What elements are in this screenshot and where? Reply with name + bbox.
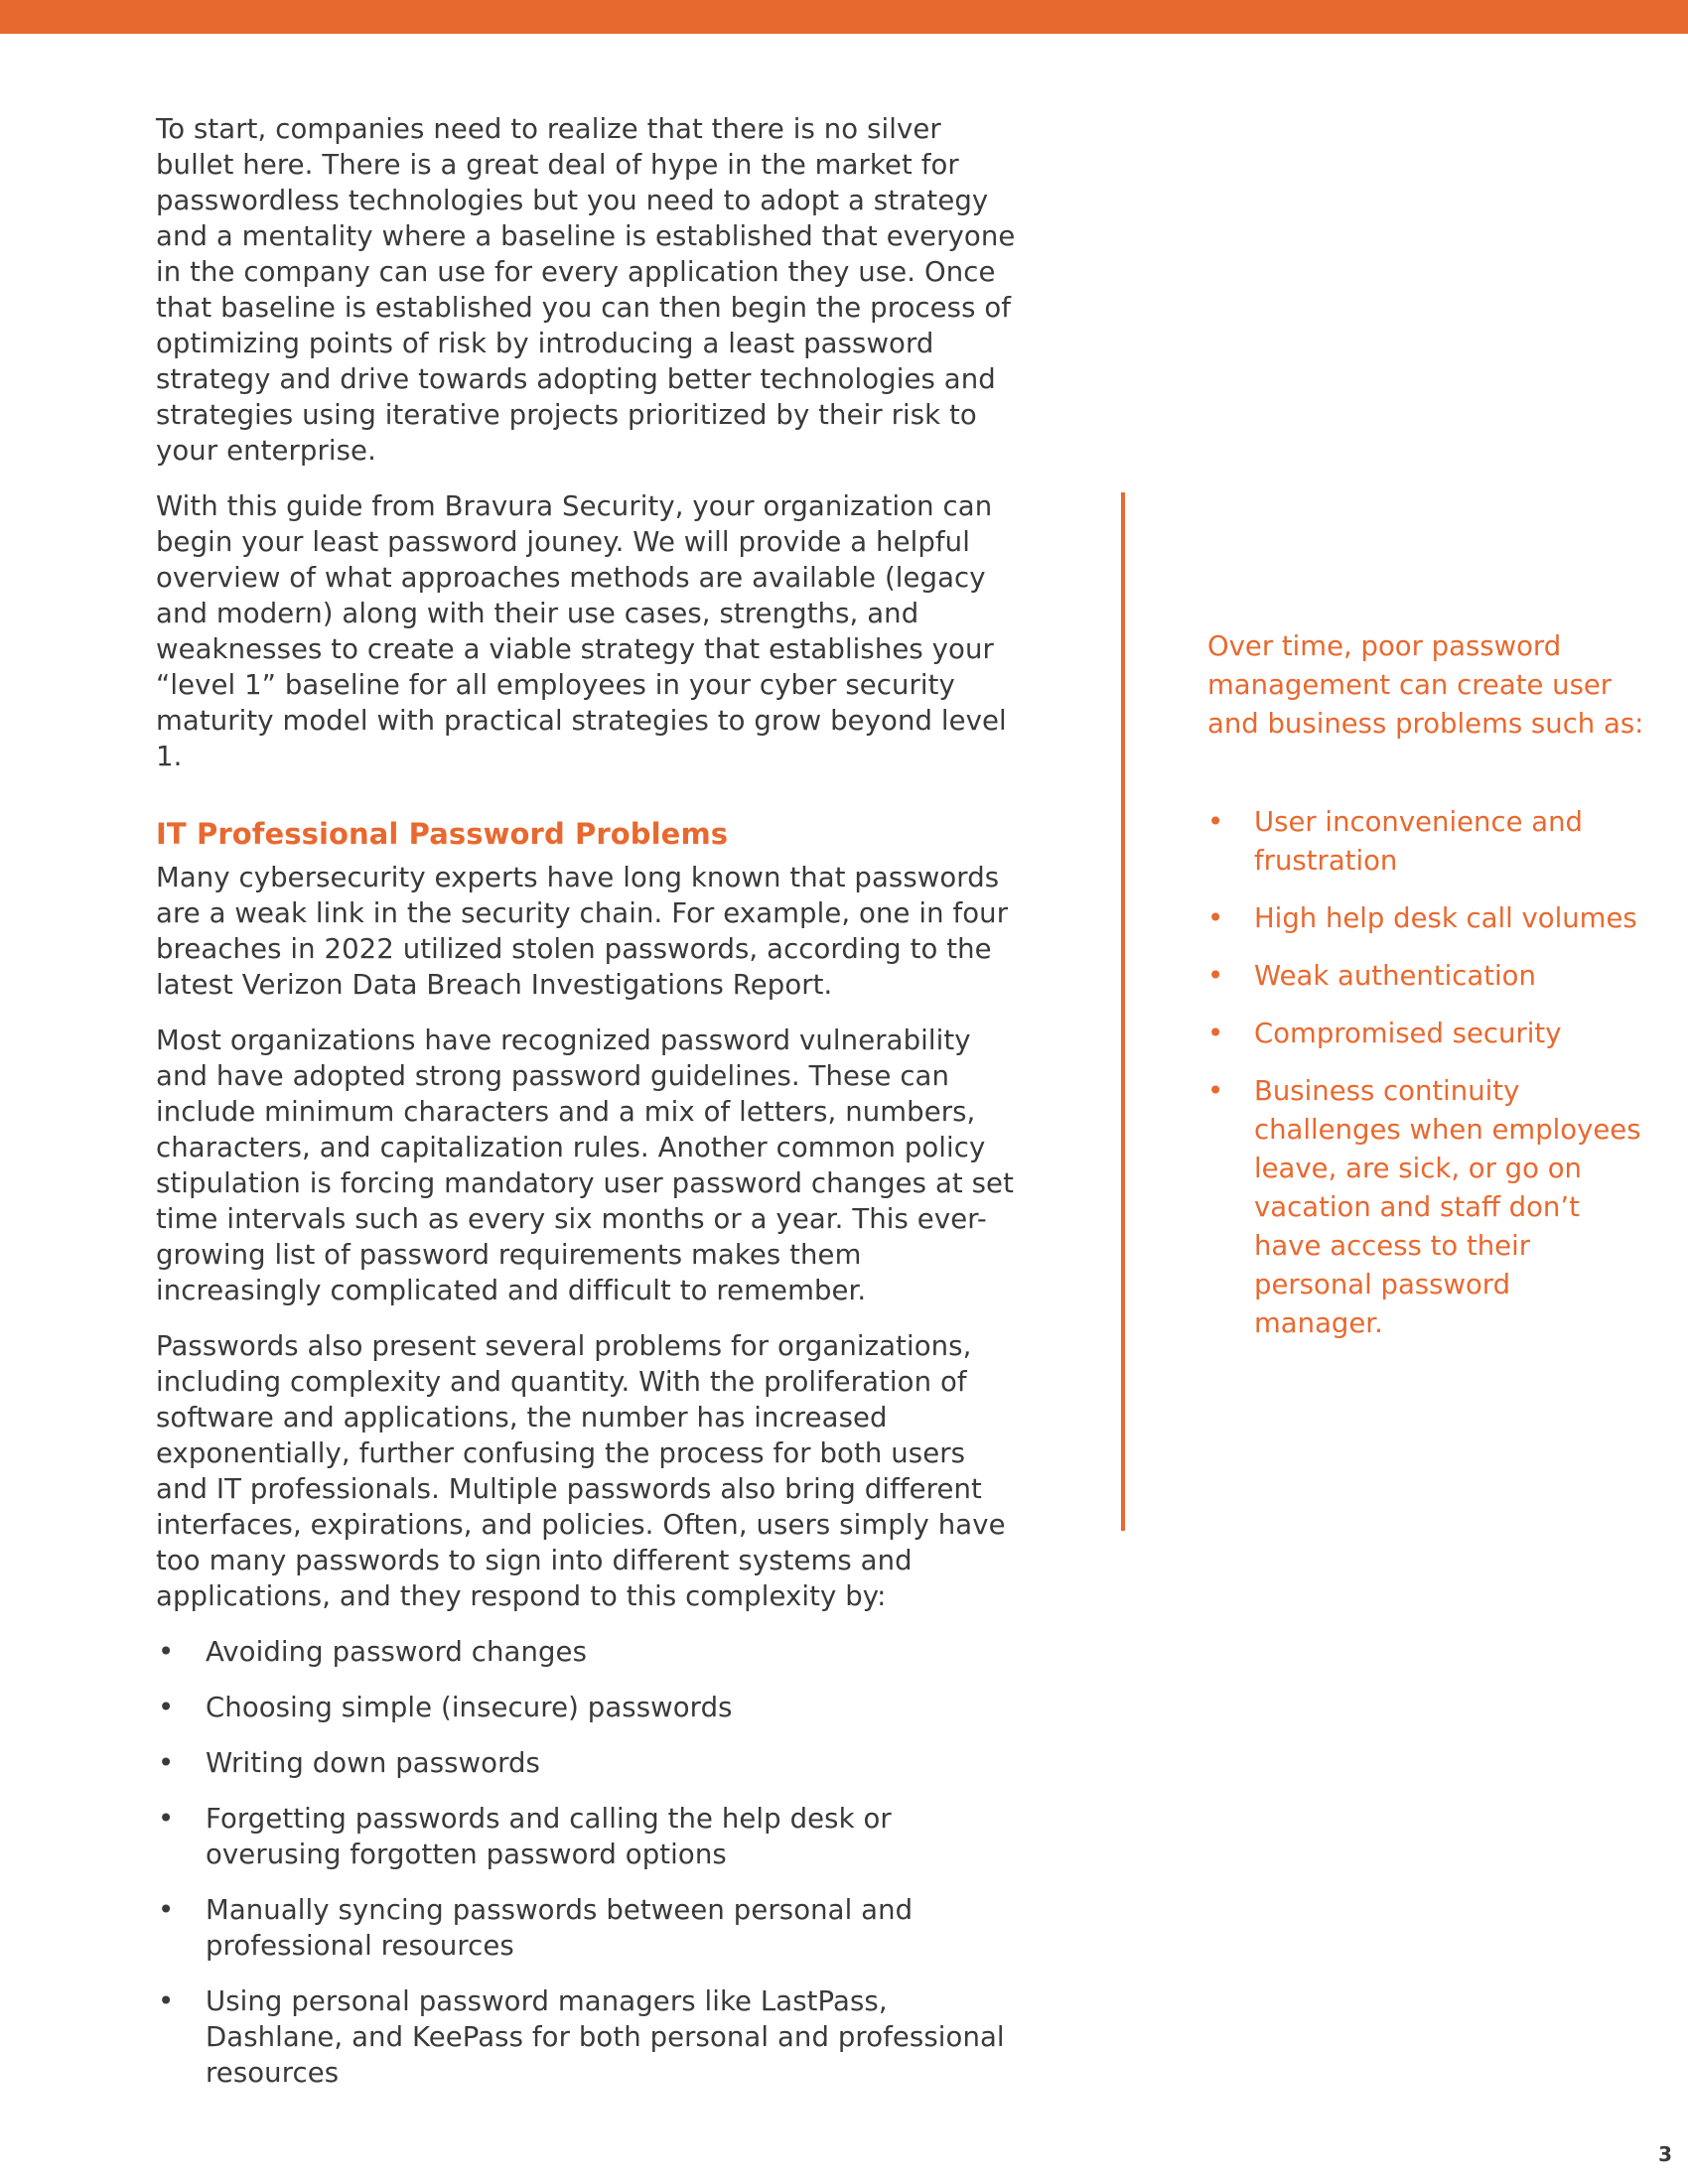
list-item	[1207, 1072, 1644, 1343]
list-item	[156, 1983, 1020, 2091]
list-item-text: Forgetting passwords and calling the help desk or overusing forgotten password options	[206, 1803, 892, 1870]
list-item-text: Writing down passwords	[206, 1747, 540, 1779]
sidebar-bullet-list	[1207, 803, 1644, 1343]
list-item-text: High help desk call volumes	[1254, 902, 1637, 934]
bullet-icon: •	[1207, 1018, 1224, 1049]
list-item-text: Business continuity challenges when employees leave, are sick, or go on vacation and staff don’t have access to their personal password manager.	[1254, 1075, 1641, 1339]
section-paragraph-2: Most organizations have recognized password vulnerability and have adopted strong password guidelines. These can include minimum characters and a mix of letters, numbers, characters, and capitalization rules. Another common policy stipulation is forcing mandatory user password changes at set time intervals such as every six months or a year. This ever-growing list of password requirements makes them increasingly complicated and difficult to remember.	[156, 1024, 1014, 1306]
list-item	[156, 1892, 1020, 1964]
bullet-icon: •	[158, 1636, 175, 1668]
list-item-text: Manually syncing passwords between personal and professional resources	[206, 1894, 914, 1962]
bullet-icon: •	[158, 1894, 175, 1926]
list-item	[1207, 957, 1644, 996]
bullet-icon: •	[158, 1692, 175, 1723]
list-item-text: User inconvenience and frustration	[1254, 806, 1583, 877]
list-item-text: Compromised security	[1254, 1018, 1562, 1049]
list-item	[1207, 899, 1644, 938]
sidebar-intro: Over time, poor password management can create user and business problems such as:	[1207, 630, 1644, 740]
list-item-text: Weak authentication	[1254, 960, 1536, 992]
top-accent-bar	[0, 0, 1688, 34]
section-paragraph-3: Passwords also present several problems for organizations, including complexity and quantity. With the proliferation of software and applications, the number has increased exponentially, further confusing the process for both users and IT professionals. Multiple passwords also bring different interfaces, expirations, and policies. Often, users simply have too many passwords to sign into different systems and applications, and they respond to this complexity by:	[156, 1330, 1006, 1612]
sidebar-callout	[1207, 627, 1644, 1362]
bullet-icon: •	[158, 1747, 175, 1779]
bullet-icon: •	[1207, 806, 1224, 838]
section-heading: IT Professional Password Problems	[156, 817, 729, 851]
list-item	[1207, 803, 1644, 881]
list-item	[156, 1801, 1020, 1872]
list-item-text: Choosing simple (insecure) passwords	[206, 1692, 733, 1723]
bullet-icon: •	[158, 1985, 175, 2017]
list-item-text: Avoiding password changes	[206, 1636, 587, 1668]
response-bullet-list	[156, 1634, 1020, 2091]
sidebar-divider	[1121, 492, 1125, 1531]
list-item	[1207, 1015, 1644, 1053]
main-column	[156, 111, 1020, 2111]
bullet-icon: •	[1207, 960, 1224, 992]
list-item	[156, 1745, 1020, 1781]
section-paragraph-1: Many cybersecurity experts have long known that passwords are a weak link in the security chain. For example, one in four breaches in 2022 utilized stolen passwords, according to the latest Verizon Data Breach Investigations Report.	[156, 862, 1009, 1001]
list-item	[156, 1634, 1020, 1670]
bullet-icon: •	[1207, 1075, 1224, 1107]
intro-paragraph-2: With this guide from Bravura Security, your organization can begin your least password jouney. We will provide a helpful overview of what approaches methods are available (legacy and modern) along with their use cases, strengths, and weaknesses to create a viable strategy that establishes your “level 1” baseline for all employees in your cyber security maturity model with practical strategies to grow beyond level 1.	[156, 490, 1007, 772]
bullet-icon: •	[158, 1803, 175, 1835]
list-item	[156, 1690, 1020, 1725]
page-number: 3	[1658, 2142, 1672, 2166]
list-item-text: Using personal password managers like LastPass, Dashlane, and KeePass for both personal and professional resources	[206, 1985, 1005, 2089]
intro-paragraph-1: To start, companies need to realize that there is no silver bullet here. There is a great deal of hype in the market for passwordless technologies but you need to adopt a strategy and a mentality where a baseline is established that everyone in the company can use for every application they use. Once that baseline is established you can then begin the process of optimizing points of risk by introducing a least password strategy and drive towards adopting better technologies and strategies using iterative projects prioritized by their risk to your enterprise.	[156, 113, 1016, 467]
bullet-icon: •	[1207, 902, 1224, 934]
